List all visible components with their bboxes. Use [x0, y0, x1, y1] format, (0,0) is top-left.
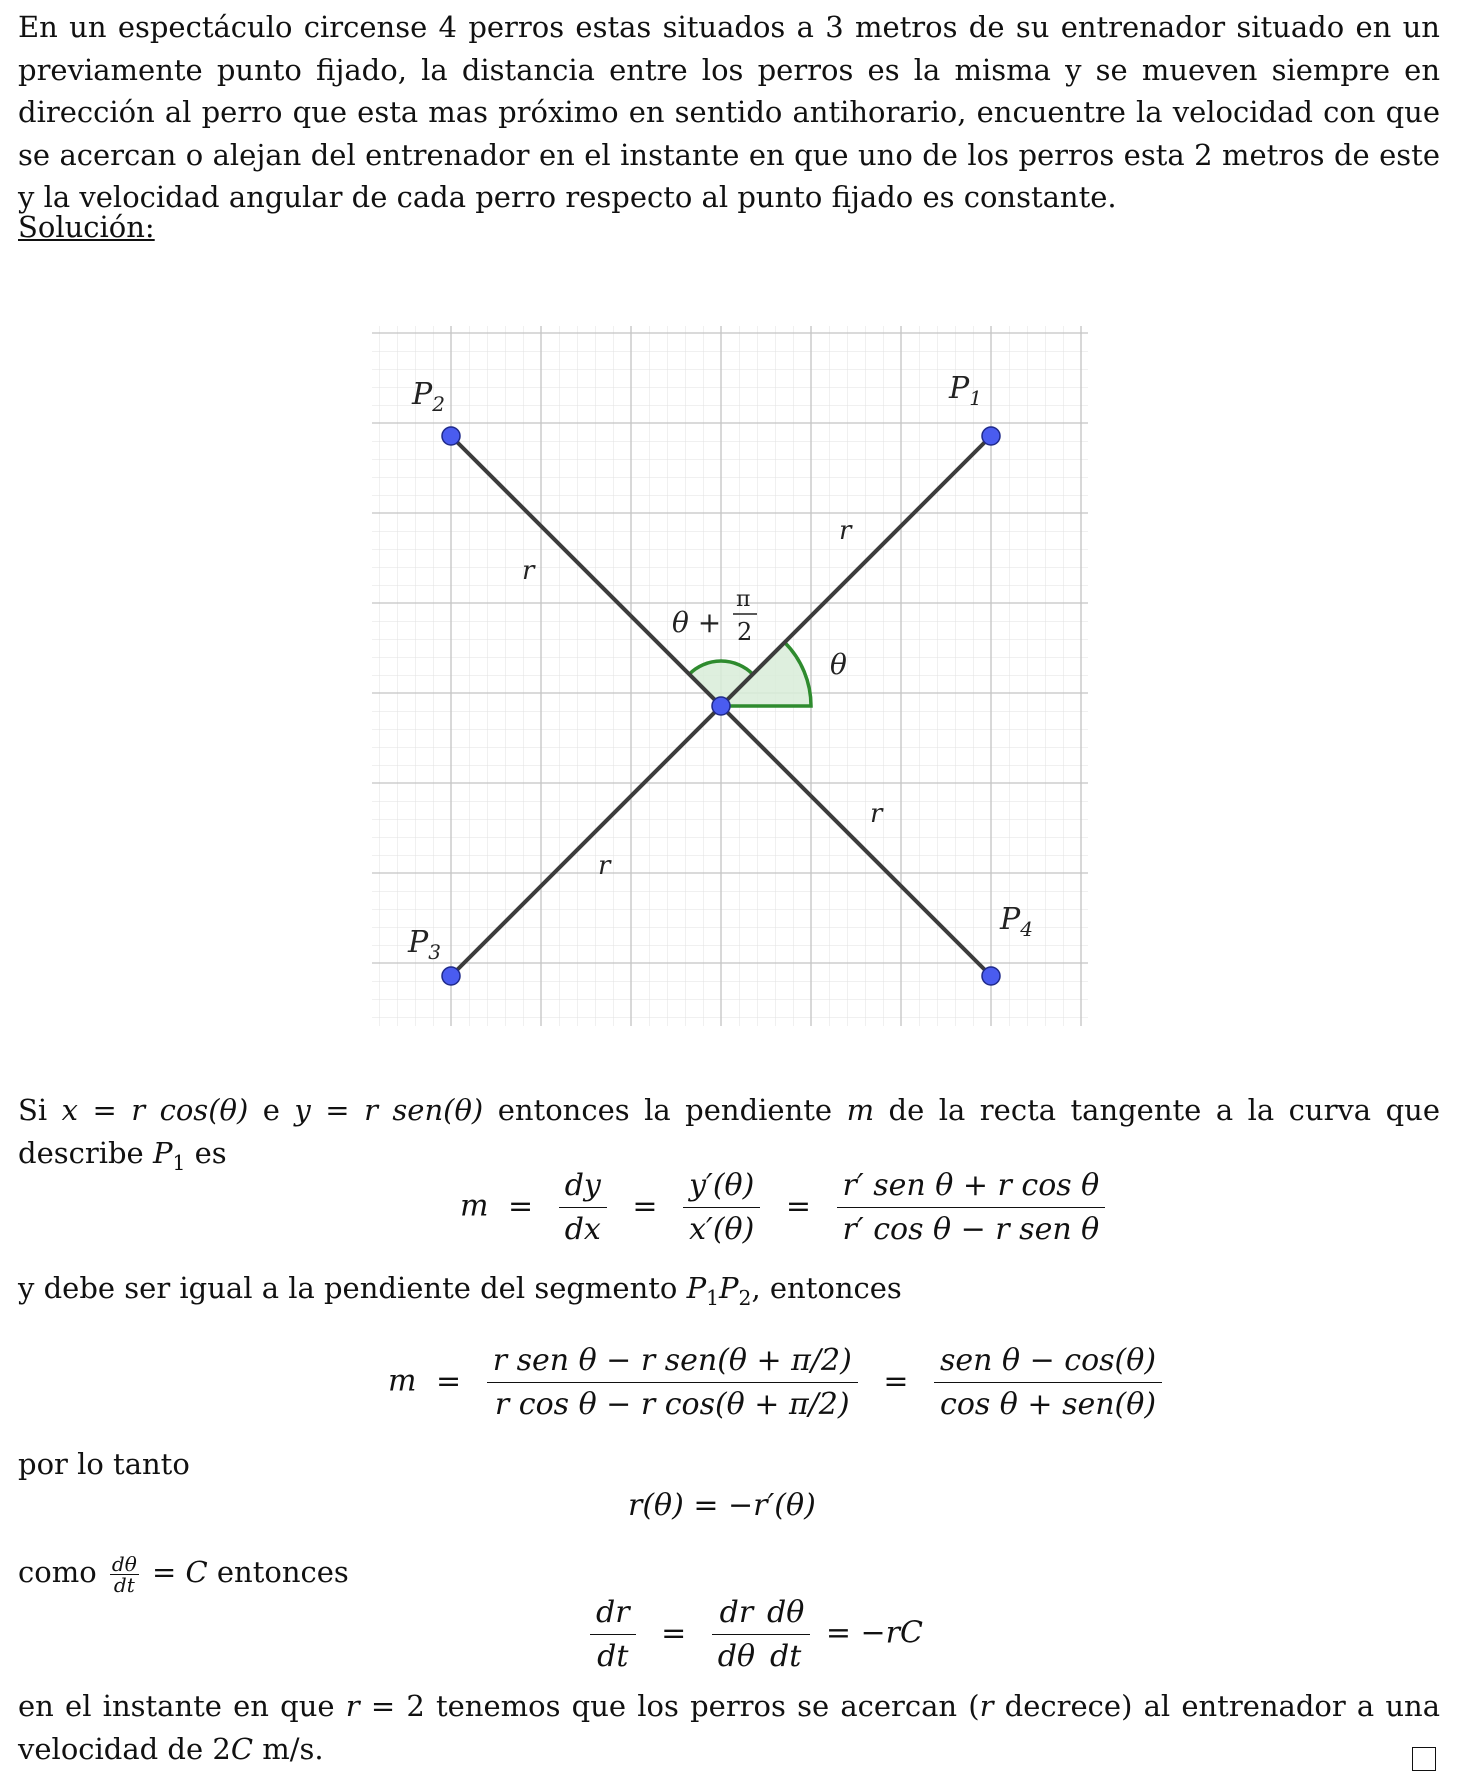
- eq1-eq-1: =: [508, 1188, 534, 1224]
- text3: por lo tanto: [18, 1447, 190, 1481]
- text2-p1-sub: 1: [706, 1285, 720, 1310]
- conclusion-g: m/s.: [262, 1731, 324, 1766]
- text1-a: Si: [18, 1093, 48, 1127]
- point-center: [712, 697, 730, 715]
- label-r-3: r: [870, 799, 883, 829]
- conclusion-r2: r: [979, 1689, 994, 1723]
- eq2-m: m: [388, 1363, 417, 1399]
- text1-y-eq: y = r sen(θ): [294, 1093, 484, 1127]
- solution-label: Solución:: [18, 210, 155, 244]
- eq4-rhs: = −rC: [825, 1615, 923, 1651]
- text1-x-eq: x = r cos(θ): [61, 1093, 249, 1127]
- label-r-1: r: [839, 516, 852, 546]
- conclusion-c: = 2 tenemos que los perros se acercan (: [370, 1689, 980, 1723]
- eq1-frac-3: $\frac{\text{r′ sen θ + r cos θ}}{\text{r′ cos θ − r sen θ}}$: [837, 1168, 1106, 1247]
- label-theta-plus: θ +: [672, 606, 722, 639]
- text4-b: = C: [151, 1555, 208, 1589]
- conclusion-a: en el instante en que: [18, 1689, 335, 1723]
- problem-text: En un espectáculo circense 4 perros estas situados a 3 metros de su entrenador situado en un previamente punto fijado, la distancia entre los perros es la misma y se mueven siempre en dirección al perro que esta mas próximo en sentido antihorario, encuentre la velocidad con que se acercan o alejan del entrenador en el instante en que uno de los perros esta 2 metros de este y la velocidad angular de cada perro respecto al punto fijado es constante.: [18, 10, 1440, 214]
- equation-chain-rule: [584, 1595, 923, 1674]
- text4-frac: $\frac{d\theta}{dt}$: [111, 1551, 137, 1597]
- point-p2: [442, 427, 460, 445]
- label-p4: $P_4$: [1000, 902, 1033, 941]
- label-theta: θ: [830, 648, 847, 681]
- label-r-4: r: [598, 851, 611, 881]
- eq1-eq-2: =: [632, 1188, 658, 1224]
- text-therefore: [18, 1443, 1440, 1486]
- text2-p2-sub: 2: [738, 1285, 752, 1310]
- text1-c: e: [262, 1093, 280, 1127]
- dogs-figure: [372, 326, 1088, 1026]
- text4-a: como: [18, 1555, 97, 1589]
- eq4-frac-3: $\frac{d\theta}{dt}$: [761, 1595, 810, 1674]
- label-p3: $P_3$: [408, 925, 441, 964]
- conclusion-e: decrece) al entrenador a una velocidad de 2: [18, 1689, 1441, 1766]
- point-p1: [982, 427, 1000, 445]
- eq4-frac-2: $\frac{dr}{d\theta}$: [712, 1595, 761, 1674]
- text1-m: m: [846, 1093, 875, 1127]
- text-angular-velocity: [18, 1551, 1440, 1595]
- eq1-m: m: [460, 1188, 489, 1224]
- label-p1: $P_1$: [949, 371, 982, 410]
- conclusion-r: r: [345, 1689, 360, 1723]
- text1-e: entonces la pendiente: [497, 1093, 833, 1127]
- equation-segment-slope: [388, 1343, 1168, 1422]
- eq4-frac-1: $\frac{dr}{dt}$: [590, 1595, 636, 1674]
- point-p3: [442, 967, 460, 985]
- text1-p: P: [152, 1135, 173, 1170]
- equation-slope-derivative: [460, 1168, 1111, 1247]
- eq2-eq-1: =: [436, 1363, 462, 1399]
- text-segment-slope: [18, 1267, 1440, 1319]
- label-two: 2: [737, 618, 753, 646]
- eq3: r(θ) = −r′(θ): [628, 1488, 816, 1523]
- eq2-frac-1: $\frac{\text{r sen θ − r sen(θ + π/2)}}{\text{r cos θ − r cos(θ + π/2)}}$: [487, 1343, 858, 1422]
- conclusion-c-const: C: [230, 1731, 254, 1766]
- point-p4: [982, 967, 1000, 985]
- solution-heading: [18, 206, 1440, 249]
- equation-r-relation: [628, 1488, 816, 1523]
- text2-a: y debe ser igual a la pendiente del segmento: [18, 1271, 678, 1305]
- eq2-frac-2: $\frac{\text{sen θ − cos(θ)}}{\text{cos θ + sen(θ)}}$: [934, 1343, 1162, 1422]
- text2-p2: P: [719, 1271, 739, 1305]
- text2-d: , entonces: [751, 1271, 902, 1305]
- label-p2: $P_2$: [412, 377, 445, 416]
- text1-p-sub: 1: [172, 1150, 186, 1175]
- text4-c: entonces: [216, 1555, 349, 1589]
- text-conclusion: [18, 1685, 1440, 1770]
- text1-i: es: [194, 1135, 227, 1170]
- problem-statement: [18, 6, 1440, 219]
- eq4-eq: =: [661, 1615, 687, 1651]
- eq1-frac-1: $\frac{dy}{dx}$: [559, 1168, 607, 1247]
- eq2-eq-2: =: [883, 1363, 909, 1399]
- label-r-2: r: [522, 556, 535, 586]
- eq1-eq-3: =: [785, 1188, 811, 1224]
- qed-box: [1412, 1747, 1436, 1771]
- label-pi: π: [736, 587, 751, 612]
- text2-p1: P: [686, 1271, 707, 1305]
- text1-g: de la recta tangente a la curva que describe: [18, 1093, 1440, 1170]
- eq1-frac-2: $\frac{y'(\theta)}{x'(\theta)}$: [683, 1168, 760, 1247]
